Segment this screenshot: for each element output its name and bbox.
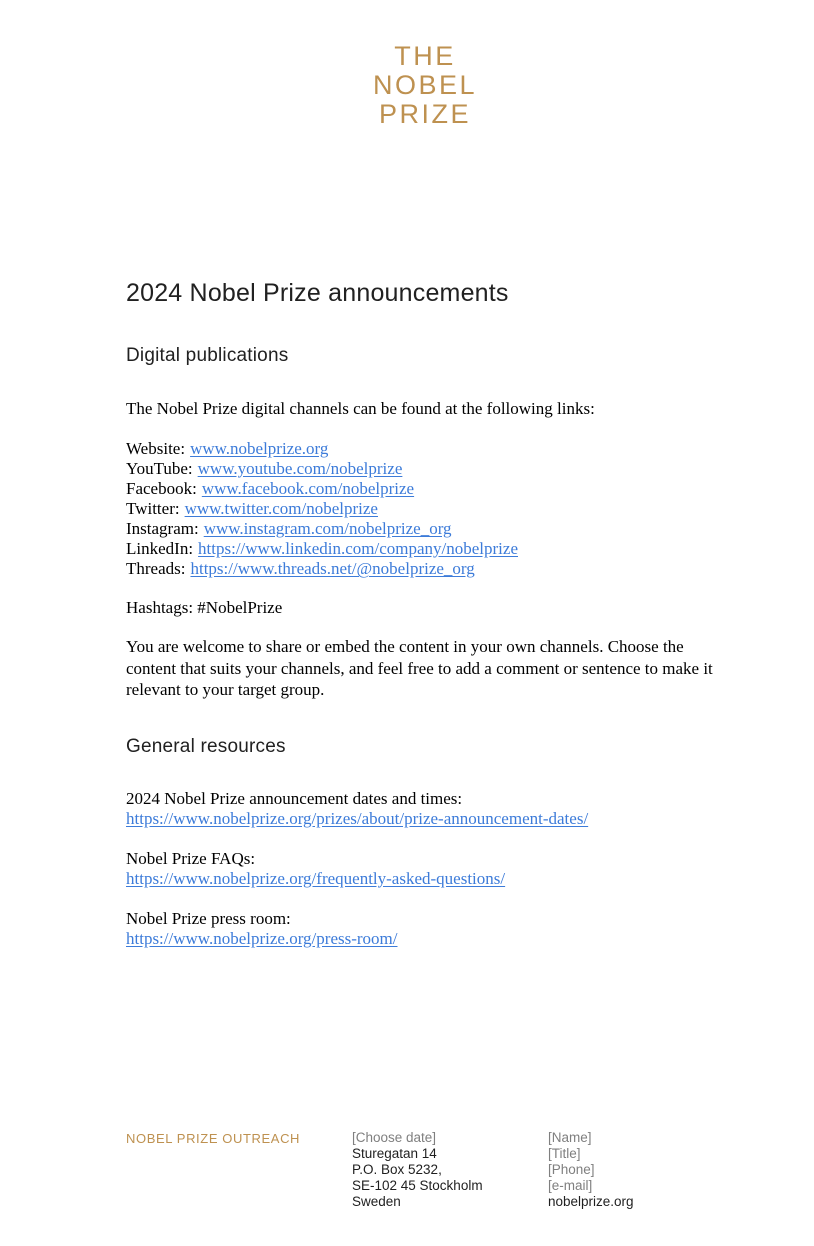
footer-address-column <box>352 1130 483 1210</box>
resource-label: Nobel Prize FAQs: <box>126 849 256 868</box>
announcement-dates-link[interactable]: https://www.nobelprize.org/prizes/about/prize-announcement-dates/ <box>126 809 589 828</box>
section-heading-general-resources: General resources <box>126 736 286 757</box>
section-heading-digital-publications: Digital publications <box>126 345 289 366</box>
footer-date-placeholder: [Choose date] <box>352 1130 437 1145</box>
footer-address-line: Sturegatan 14 <box>352 1146 437 1161</box>
channel-label: Website: <box>126 439 186 458</box>
logo-line-nobel: NOBEL <box>372 70 478 100</box>
press-room-link[interactable]: https://www.nobelprize.org/press-room/ <box>126 929 398 948</box>
footer-title-placeholder: [Title] <box>548 1146 581 1161</box>
footer-address-line: SE-102 45 Stockholm <box>352 1178 483 1193</box>
channel-label: Threads: <box>126 559 186 578</box>
page-title: 2024 Nobel Prize announcements <box>126 279 509 307</box>
faqs-link[interactable]: https://www.nobelprize.org/frequently-asked-questions/ <box>126 869 506 888</box>
resource-faqs <box>126 849 505 889</box>
channel-label: YouTube: <box>126 459 193 478</box>
nobel-prize-logo <box>36 42 814 129</box>
footer-email-placeholder: [e-mail] <box>548 1178 593 1193</box>
channel-row-instagram <box>126 519 518 539</box>
resource-label: Nobel Prize press room: <box>126 909 291 928</box>
channel-label: LinkedIn: <box>126 539 194 558</box>
instagram-link[interactable]: www.instagram.com/nobelprize_org <box>203 519 452 538</box>
footer-name-placeholder: [Name] <box>548 1130 592 1145</box>
channel-row-youtube <box>126 459 518 479</box>
logo-line-prize: PRIZE <box>378 99 471 129</box>
channel-label: Twitter: <box>126 499 180 518</box>
threads-link[interactable]: https://www.threads.net/@nobelprize_org <box>190 559 475 578</box>
footer-address-line: Sweden <box>352 1194 401 1209</box>
hashtags-text: Hashtags: #NobelPrize <box>126 598 283 617</box>
resource-announcement-dates <box>126 789 588 829</box>
channel-row-website <box>126 439 518 459</box>
footer-organization: NOBEL PRIZE OUTREACH <box>126 1131 301 1146</box>
channel-row-facebook <box>126 479 518 499</box>
resource-press-room <box>126 909 398 949</box>
footer-contact-column <box>548 1130 634 1210</box>
facebook-link[interactable]: www.facebook.com/nobelprize <box>201 479 415 498</box>
linkedin-link[interactable]: https://www.linkedin.com/company/nobelprize <box>198 539 518 558</box>
footer-phone-placeholder: [Phone] <box>548 1162 595 1177</box>
digital-intro-text: The Nobel Prize digital channels can be found at the following links: <box>126 399 595 418</box>
channel-label: Instagram: <box>126 519 199 538</box>
logo-line-the: THE <box>394 41 456 71</box>
website-link[interactable]: www.nobelprize.org <box>190 439 329 458</box>
footer-address-line: P.O. Box 5232, <box>352 1162 442 1177</box>
resource-label: 2024 Nobel Prize announcement dates and times: <box>126 789 463 808</box>
twitter-link[interactable]: www.twitter.com/nobelprize <box>184 499 378 518</box>
channel-row-twitter <box>126 499 518 519</box>
share-note-text: You are welcome to share or embed the content in your own channels. Choose the content that suits your channels, and feel free to add a comment or sentence to make it relevant to your target group. <box>126 637 713 699</box>
channel-row-threads <box>126 559 518 579</box>
footer-website: nobelprize.org <box>548 1194 634 1209</box>
channel-row-linkedin <box>126 539 518 559</box>
channel-link-list <box>126 439 518 579</box>
youtube-link[interactable]: www.youtube.com/nobelprize <box>197 459 403 478</box>
channel-label: Facebook: <box>126 479 197 498</box>
